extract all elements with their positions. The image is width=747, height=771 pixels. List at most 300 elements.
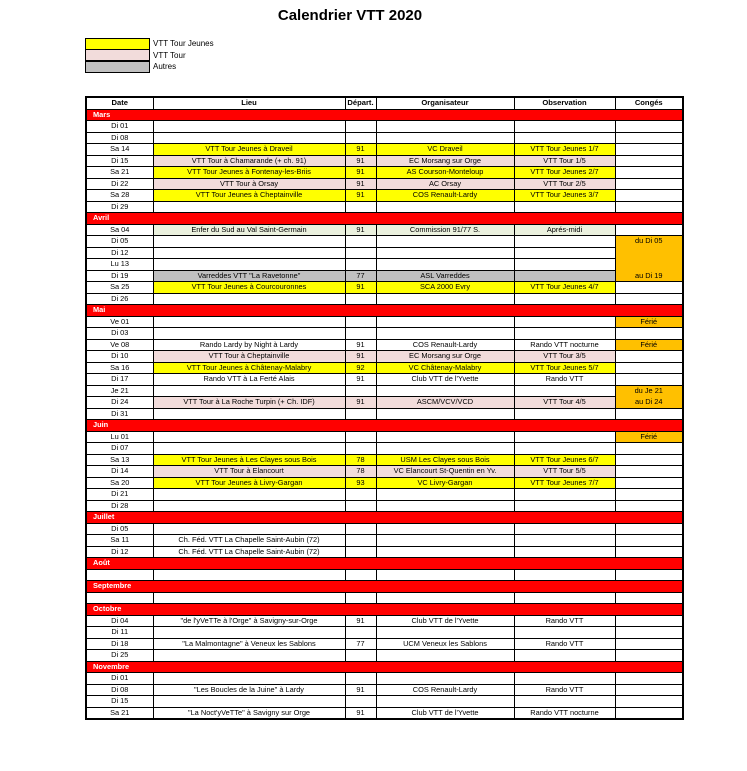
cell-organisateur: Club VTT de l'Yvette — [376, 615, 514, 627]
cell-conges — [615, 638, 683, 650]
cell-organisateur: AS Courson-Monteloup — [376, 167, 514, 179]
table-row — [86, 259, 683, 271]
cell-conges — [615, 477, 683, 489]
cell-observation — [514, 696, 615, 708]
header-observation: Observation — [514, 97, 615, 109]
cell-organisateur — [376, 132, 514, 144]
cell-lieu — [153, 293, 345, 305]
cell-depart: 77 — [345, 270, 376, 282]
cell-observation — [514, 650, 615, 662]
month-row — [86, 581, 683, 593]
cell-organisateur — [376, 408, 514, 420]
cell-lieu — [153, 592, 345, 604]
cell-conges: au Di 19 — [615, 270, 683, 282]
header-date: Date — [86, 97, 153, 109]
cell-date: Sa 20 — [86, 477, 153, 489]
cell-date: Di 08 — [86, 132, 153, 144]
cell-lieu: "de l'yVeTTe à l'Orge" à Savigny-sur-Orge — [153, 615, 345, 627]
cell-conges — [615, 569, 683, 581]
cell-observation: Rando VTT nocturne — [514, 707, 615, 719]
cell-date: Sa 16 — [86, 362, 153, 374]
cell-conges — [615, 454, 683, 466]
cell-conges: du Je 21 — [615, 385, 683, 397]
cell-date: Di 03 — [86, 328, 153, 340]
cell-depart — [345, 500, 376, 512]
cell-conges — [615, 362, 683, 374]
cell-observation: VTT Tour 2/5 — [514, 178, 615, 190]
cell-observation: VTT Tour Jeunes 6/7 — [514, 454, 615, 466]
cell-depart: 91 — [345, 684, 376, 696]
cell-observation — [514, 535, 615, 547]
table-row — [86, 351, 683, 363]
cell-organisateur: Commission 91/77 S. — [376, 224, 514, 236]
cell-date: Sa 25 — [86, 282, 153, 294]
cell-observation — [514, 569, 615, 581]
cell-organisateur: EC Morsang sur Orge — [376, 155, 514, 167]
cell-depart — [345, 121, 376, 133]
cell-organisateur: UCM Veneux les Sablons — [376, 638, 514, 650]
cell-depart — [345, 247, 376, 259]
table-row — [86, 316, 683, 328]
cell-lieu: VTT Tour à La Roche Turpin (+ Ch. IDF) — [153, 397, 345, 409]
month-label: Juin — [86, 420, 683, 432]
table-row — [86, 443, 683, 455]
cell-organisateur — [376, 293, 514, 305]
cell-observation — [514, 293, 615, 305]
cell-observation — [514, 500, 615, 512]
table-row — [86, 569, 683, 581]
cell-conges — [615, 259, 683, 271]
cell-lieu: Ch. Féd. VTT La Chapelle Saint-Aubin (72) — [153, 535, 345, 547]
cell-organisateur — [376, 385, 514, 397]
cell-depart: 91 — [345, 615, 376, 627]
table-row — [86, 707, 683, 719]
legend-item — [85, 38, 214, 50]
cell-observation — [514, 201, 615, 213]
table-row — [86, 546, 683, 558]
cell-observation — [514, 247, 615, 259]
legend-swatch — [85, 38, 150, 50]
table-row — [86, 397, 683, 409]
cell-organisateur: USM Les Clayes sous Bois — [376, 454, 514, 466]
cell-conges — [615, 443, 683, 455]
table-row — [86, 328, 683, 340]
month-label: Septembre — [86, 581, 683, 593]
cell-depart: 91 — [345, 397, 376, 409]
cell-observation: Aprés-midi — [514, 224, 615, 236]
legend — [85, 38, 214, 73]
cell-date: Je 21 — [86, 385, 153, 397]
cell-depart — [345, 546, 376, 558]
legend-label: VTT Tour Jeunes — [153, 39, 214, 49]
table-row — [86, 362, 683, 374]
cell-lieu: VTT Tour à Chamarande (+ ch. 91) — [153, 155, 345, 167]
cell-organisateur: VC Draveil — [376, 144, 514, 156]
cell-lieu — [153, 500, 345, 512]
cell-observation: VTT Tour 4/5 — [514, 397, 615, 409]
cell-conges — [615, 351, 683, 363]
cell-conges — [615, 167, 683, 179]
cell-date: Sa 04 — [86, 224, 153, 236]
header-depart: Départ. — [345, 97, 376, 109]
cell-date: Di 31 — [86, 408, 153, 420]
cell-date: Ve 01 — [86, 316, 153, 328]
month-row — [86, 661, 683, 673]
cell-organisateur — [376, 316, 514, 328]
cell-date: Sa 11 — [86, 535, 153, 547]
cell-lieu: "La Malmontagne" à Veneux les Sablons — [153, 638, 345, 650]
cell-date: Di 12 — [86, 247, 153, 259]
cell-conges — [615, 201, 683, 213]
cell-depart: 91 — [345, 224, 376, 236]
cell-conges — [615, 627, 683, 639]
cell-date: Di 15 — [86, 155, 153, 167]
cell-conges: au Di 24 — [615, 397, 683, 409]
cell-observation — [514, 121, 615, 133]
cell-observation: VTT Tour Jeunes 5/7 — [514, 362, 615, 374]
cell-organisateur — [376, 535, 514, 547]
cell-organisateur — [376, 201, 514, 213]
legend-swatch — [85, 49, 150, 61]
legend-item — [85, 50, 214, 62]
cell-observation — [514, 259, 615, 271]
cell-lieu — [153, 673, 345, 685]
cell-organisateur: VC Elancourt St-Quentin en Yv. — [376, 466, 514, 478]
cell-organisateur — [376, 431, 514, 443]
cell-date: Di 25 — [86, 650, 153, 662]
cell-lieu: Enfer du Sud au Val Saint-Germain — [153, 224, 345, 236]
table-row — [86, 247, 683, 259]
cell-observation — [514, 443, 615, 455]
table-row — [86, 500, 683, 512]
cell-date: Ve 08 — [86, 339, 153, 351]
cell-depart: 91 — [345, 282, 376, 294]
cell-date: Di 01 — [86, 121, 153, 133]
month-row — [86, 558, 683, 570]
cell-lieu — [153, 316, 345, 328]
cell-conges — [615, 408, 683, 420]
cell-observation — [514, 546, 615, 558]
cell-date: Sa 28 — [86, 190, 153, 202]
table-row — [86, 374, 683, 386]
cell-conges — [615, 374, 683, 386]
table-row — [86, 535, 683, 547]
cell-conges — [615, 178, 683, 190]
table-row — [86, 224, 683, 236]
cell-depart: 91 — [345, 155, 376, 167]
cell-lieu — [153, 201, 345, 213]
table-row — [86, 121, 683, 133]
cell-depart — [345, 201, 376, 213]
cell-depart — [345, 443, 376, 455]
month-label: Avril — [86, 213, 683, 225]
cell-observation: VTT Tour 1/5 — [514, 155, 615, 167]
cell-date: Di 28 — [86, 500, 153, 512]
cell-conges — [615, 615, 683, 627]
cell-lieu — [153, 696, 345, 708]
cell-organisateur: ASCM/VCV/VCD — [376, 397, 514, 409]
cell-organisateur — [376, 489, 514, 501]
month-row — [86, 305, 683, 317]
cell-lieu: VTT Tour à Orsay — [153, 178, 345, 190]
cell-organisateur — [376, 121, 514, 133]
month-row — [86, 512, 683, 524]
cell-organisateur — [376, 523, 514, 535]
month-label: Mars — [86, 109, 683, 121]
cell-date: Sa 21 — [86, 167, 153, 179]
cell-date: Di 10 — [86, 351, 153, 363]
header-row — [86, 97, 683, 109]
cell-observation — [514, 431, 615, 443]
cell-depart — [345, 696, 376, 708]
cell-depart: 78 — [345, 454, 376, 466]
cell-observation — [514, 592, 615, 604]
cell-observation — [514, 627, 615, 639]
month-row — [86, 420, 683, 432]
cell-lieu — [153, 385, 345, 397]
cell-lieu: VTT Tour Jeunes à Livry-Gargan — [153, 477, 345, 489]
cell-conges — [615, 684, 683, 696]
cell-depart — [345, 293, 376, 305]
cell-observation — [514, 385, 615, 397]
cell-depart: 78 — [345, 466, 376, 478]
cell-lieu: VTT Tour Jeunes à Cheptainville — [153, 190, 345, 202]
cell-organisateur: COS Renault-Lardy — [376, 339, 514, 351]
calendar-table — [85, 96, 684, 720]
cell-date: Di 17 — [86, 374, 153, 386]
cell-organisateur — [376, 569, 514, 581]
cell-organisateur — [376, 592, 514, 604]
cell-date: Di 08 — [86, 684, 153, 696]
cell-lieu — [153, 132, 345, 144]
legend-item — [85, 61, 214, 73]
cell-observation: VTT Tour Jeunes 3/7 — [514, 190, 615, 202]
header-conges: Congés — [615, 97, 683, 109]
table-row — [86, 489, 683, 501]
cell-conges — [615, 328, 683, 340]
month-row — [86, 109, 683, 121]
cell-depart: 91 — [345, 374, 376, 386]
cell-lieu: VTT Tour Jeunes à Châtenay-Malabry — [153, 362, 345, 374]
cell-lieu — [153, 431, 345, 443]
table-row — [86, 454, 683, 466]
cell-observation: VTT Tour Jeunes 2/7 — [514, 167, 615, 179]
legend-label: Autres — [153, 62, 177, 72]
cell-observation: Rando VTT — [514, 374, 615, 386]
cell-lieu — [153, 650, 345, 662]
cell-lieu — [153, 569, 345, 581]
table-row — [86, 293, 683, 305]
cell-organisateur: VC Châtenay-Malabry — [376, 362, 514, 374]
cell-lieu: "Les Boucles de la Juine" à Lardy — [153, 684, 345, 696]
cell-organisateur: EC Morsang sur Orge — [376, 351, 514, 363]
cell-conges — [615, 707, 683, 719]
cell-observation: Rando VTT nocturne — [514, 339, 615, 351]
page-title: Calendrier VTT 2020 — [277, 7, 423, 24]
cell-conges — [615, 247, 683, 259]
header-organisateur: Organisateur — [376, 97, 514, 109]
cell-observation: VTT Tour Jeunes 1/7 — [514, 144, 615, 156]
cell-organisateur — [376, 650, 514, 662]
cell-depart: 91 — [345, 707, 376, 719]
cell-depart — [345, 236, 376, 248]
cell-date — [86, 592, 153, 604]
cell-conges — [615, 144, 683, 156]
cell-observation — [514, 328, 615, 340]
cell-observation — [514, 408, 615, 420]
cell-lieu — [153, 236, 345, 248]
table-row — [86, 466, 683, 478]
cell-depart: 91 — [345, 339, 376, 351]
cell-conges — [615, 673, 683, 685]
cell-lieu — [153, 408, 345, 420]
cell-lieu: VTT Tour Jeunes à Draveil — [153, 144, 345, 156]
table-row — [86, 477, 683, 489]
cell-lieu: Varreddes VTT "La Ravetonne" — [153, 270, 345, 282]
table-row — [86, 523, 683, 535]
cell-conges — [615, 523, 683, 535]
cell-depart — [345, 328, 376, 340]
cell-observation — [514, 673, 615, 685]
cell-observation — [514, 236, 615, 248]
cell-lieu — [153, 523, 345, 535]
cell-depart: 91 — [345, 167, 376, 179]
cell-depart — [345, 523, 376, 535]
cell-conges — [615, 650, 683, 662]
cell-conges — [615, 155, 683, 167]
table-row — [86, 696, 683, 708]
table-row — [86, 684, 683, 696]
month-label: Août — [86, 558, 683, 570]
cell-depart: 77 — [345, 638, 376, 650]
cell-observation — [514, 489, 615, 501]
cell-conges — [615, 190, 683, 202]
cell-date: Di 04 — [86, 615, 153, 627]
cell-observation: VTT Tour Jeunes 4/7 — [514, 282, 615, 294]
cell-observation: VTT Tour 3/5 — [514, 351, 615, 363]
cell-organisateur — [376, 546, 514, 558]
cell-date: Di 11 — [86, 627, 153, 639]
cell-conges — [615, 696, 683, 708]
table-row — [86, 236, 683, 248]
cell-date: Di 29 — [86, 201, 153, 213]
cell-observation: VTT Tour 5/5 — [514, 466, 615, 478]
cell-lieu — [153, 121, 345, 133]
month-label: Novembre — [86, 661, 683, 673]
table-row — [86, 385, 683, 397]
cell-date: Sa 14 — [86, 144, 153, 156]
cell-organisateur — [376, 627, 514, 639]
cell-depart — [345, 385, 376, 397]
cell-organisateur: COS Renault-Lardy — [376, 190, 514, 202]
cell-depart — [345, 535, 376, 547]
cell-date: Di 05 — [86, 236, 153, 248]
cell-organisateur: SCA 2000 Evry — [376, 282, 514, 294]
cell-depart: 91 — [345, 178, 376, 190]
table-row — [86, 592, 683, 604]
cell-date: Di 14 — [86, 466, 153, 478]
cell-depart: 93 — [345, 477, 376, 489]
cell-observation: Rando VTT — [514, 638, 615, 650]
table-row — [86, 155, 683, 167]
cell-conges — [615, 121, 683, 133]
cell-depart — [345, 592, 376, 604]
cell-lieu: VTT Tour Jeunes à Courcouronnes — [153, 282, 345, 294]
cell-depart — [345, 259, 376, 271]
table-row — [86, 190, 683, 202]
cell-conges — [615, 282, 683, 294]
cell-date: Di 15 — [86, 696, 153, 708]
cell-organisateur — [376, 443, 514, 455]
cell-organisateur: AC Orsay — [376, 178, 514, 190]
cell-lieu: VTT Tour à Elancourt — [153, 466, 345, 478]
cell-depart — [345, 132, 376, 144]
cell-depart — [345, 627, 376, 639]
cell-lieu — [153, 328, 345, 340]
month-label: Juillet — [86, 512, 683, 524]
cell-date: Di 01 — [86, 673, 153, 685]
cell-organisateur: Club VTT de l'Yvette — [376, 707, 514, 719]
cell-depart — [345, 650, 376, 662]
cell-conges — [615, 546, 683, 558]
table-row — [86, 673, 683, 685]
cell-depart — [345, 569, 376, 581]
cell-conges: du Di 05 — [615, 236, 683, 248]
cell-conges: Férié — [615, 431, 683, 443]
cell-date: Di 24 — [86, 397, 153, 409]
cell-organisateur — [376, 328, 514, 340]
cell-observation — [514, 523, 615, 535]
cell-organisateur: Club VTT de l'Yvette — [376, 374, 514, 386]
cell-conges — [615, 224, 683, 236]
month-row — [86, 213, 683, 225]
cell-date: Di 05 — [86, 523, 153, 535]
cell-depart: 92 — [345, 362, 376, 374]
cell-depart: 91 — [345, 144, 376, 156]
cell-date: Sa 21 — [86, 707, 153, 719]
cell-depart: 91 — [345, 351, 376, 363]
cell-lieu — [153, 627, 345, 639]
cell-lieu: Rando Lardy by Night à Lardy — [153, 339, 345, 351]
table-row — [86, 282, 683, 294]
month-label: Mai — [86, 305, 683, 317]
cell-organisateur — [376, 696, 514, 708]
cell-lieu — [153, 489, 345, 501]
cell-date: Lu 13 — [86, 259, 153, 271]
cell-date — [86, 569, 153, 581]
cell-date: Di 19 — [86, 270, 153, 282]
table-row — [86, 638, 683, 650]
cell-observation: Rando VTT — [514, 684, 615, 696]
cell-lieu: Rando VTT à La Ferté Alais — [153, 374, 345, 386]
cell-conges — [615, 489, 683, 501]
cell-lieu — [153, 247, 345, 259]
cell-conges — [615, 466, 683, 478]
cell-date: Lu 01 — [86, 431, 153, 443]
cell-depart — [345, 431, 376, 443]
cell-depart: 91 — [345, 190, 376, 202]
cell-date: Sa 13 — [86, 454, 153, 466]
table-row — [86, 431, 683, 443]
table-row — [86, 615, 683, 627]
cell-date: Di 07 — [86, 443, 153, 455]
cell-date: Di 26 — [86, 293, 153, 305]
cell-observation: Rando VTT — [514, 615, 615, 627]
cell-depart — [345, 408, 376, 420]
cell-depart — [345, 316, 376, 328]
cell-observation: VTT Tour Jeunes 7/7 — [514, 477, 615, 489]
legend-swatch — [85, 61, 150, 73]
